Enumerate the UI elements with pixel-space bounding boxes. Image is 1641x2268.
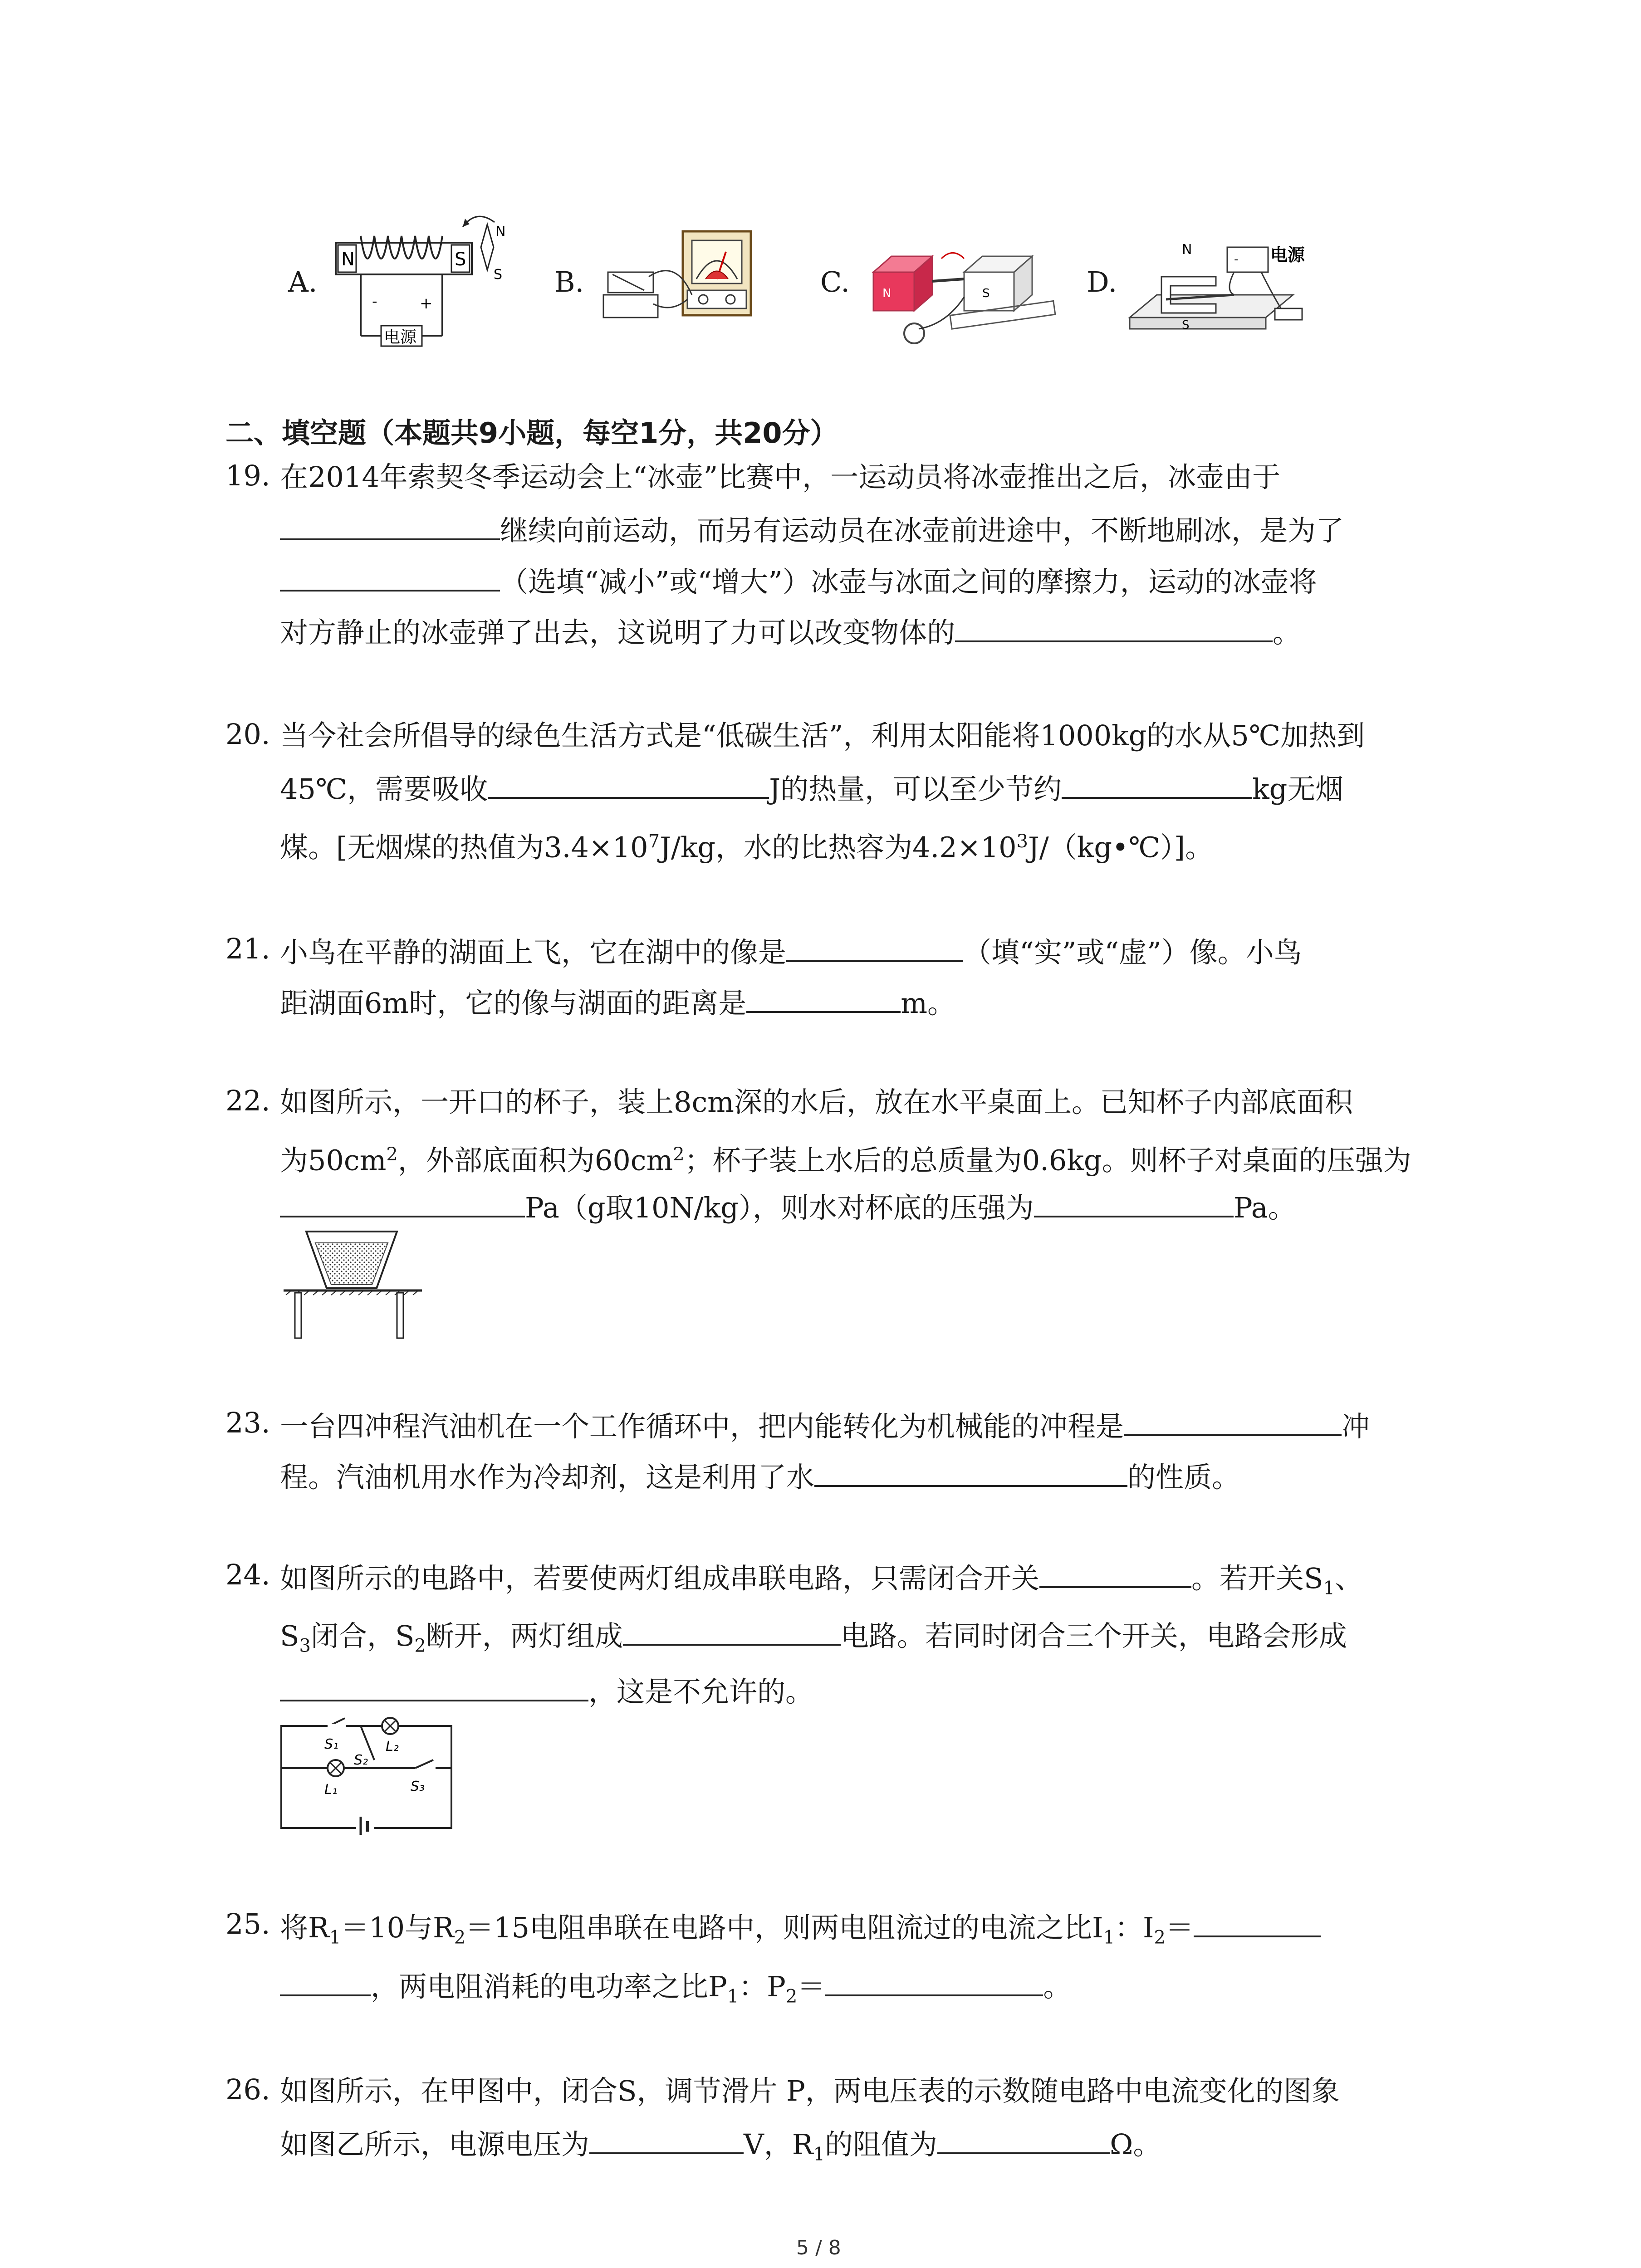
option-a-compass-s: S	[494, 267, 503, 283]
q23-blank1[interactable]	[1124, 1406, 1342, 1436]
option-a-s-pole: S	[455, 249, 466, 270]
q24-blank3[interactable]	[280, 1672, 588, 1701]
q21-blank1[interactable]	[786, 932, 963, 962]
q25-blank2[interactable]	[825, 1966, 1043, 1996]
q24-line1: 如图所示的电路中，若要使两灯组成串联电路，只需闭合开关 。若开关$S_1$、	[280, 1558, 1363, 1606]
q21-line1: 小鸟在平静的湖面上飞，它在湖中的像是 （填“实”或“虚”）像。小鸟	[280, 932, 1302, 971]
q21-number: 21.	[225, 932, 270, 965]
q20-blank2[interactable]	[1062, 769, 1252, 799]
q19-blank2[interactable]	[280, 562, 500, 591]
option-a-n-pole: N	[341, 249, 355, 270]
q24-blank1[interactable]	[1039, 1558, 1191, 1588]
q26-line2: 如图乙所示，电源电压为 V，$R_1$的阻值为 Ω。	[280, 2124, 1161, 2172]
q19-blank1[interactable]	[280, 510, 500, 540]
option-a-plus: +	[420, 294, 433, 313]
q20-line1: 当今社会所倡导的绿色生活方式是“低碳生活”，利用太阳能将1000kg的水从5℃加热到	[280, 719, 1365, 752]
option-a-compass-n: N	[495, 224, 506, 240]
q23-number: 23.	[225, 1406, 270, 1439]
q22-number: 22.	[225, 1084, 270, 1117]
q25-line2: ，两电阻消耗的电功率之比$P_1$：$P_2=$ 。	[280, 1966, 1071, 2014]
q22-line3: Pa（g取10N/kg），则水对杯底的压强为 Pa。	[280, 1188, 1296, 1226]
q26-line1: 如图所示，在甲图中，闭合S，调节滑片 P，两电压表的示数随电路中电流变化的图象	[280, 2074, 1340, 2107]
option-d-minus: -	[1234, 253, 1239, 266]
option-c-s-pole: S	[982, 287, 990, 300]
q19-line4: 对方静止的冰壶弹了出去，这说明了力可以改变物体的 。	[280, 612, 1301, 651]
q19-line1: 在2014年索契冬季运动会上“冰壶”比赛中，一运动员将冰壶推出之后，冰壶由于	[280, 460, 1281, 494]
circuit-s2-label: S₂	[354, 1752, 368, 1768]
q26-number: 26.	[225, 2073, 270, 2106]
q22-line2: 为$50cm^2$，外部底面积为$60cm^2$；杯子装上水后的总质量为0.6kg。则杯子对桌面的压强为	[280, 1144, 1411, 1177]
q19-line3: （选填“减小”或“增大”）冰壶与冰面之间的摩擦力，运动的冰壶将	[280, 562, 1317, 600]
q26-blank2[interactable]	[937, 2124, 1110, 2154]
option-c-n-pole: N	[882, 287, 892, 300]
q26-blank1[interactable]	[589, 2124, 744, 2154]
option-a-label: A.	[288, 265, 318, 298]
option-d-s-pole: S	[1182, 318, 1190, 332]
q21-blank2[interactable]	[746, 983, 901, 1013]
q22-cup-figure	[281, 1229, 436, 1343]
circuit-s3-label: S₃	[411, 1779, 425, 1794]
q20-blank1[interactable]	[488, 769, 769, 799]
circuit-l2-label: L₂	[386, 1739, 399, 1755]
q20-line2: 45℃，需要吸收 J的热量，可以至少节约 kg无烟	[280, 769, 1343, 807]
option-a-minus: -	[372, 293, 377, 310]
option-c-figure	[864, 236, 1073, 345]
q25-line1: 将$R_1=10$与$R_2=15$电阻串联在电路中，则两电阻流过的电流之比$I_1$：$I_2=$	[280, 1907, 1321, 1955]
q22-blank1[interactable]	[280, 1188, 525, 1217]
option-d-n-pole: N	[1182, 242, 1192, 258]
q24-number: 24.	[225, 1558, 270, 1591]
page-number: 5 / 8	[796, 2236, 841, 2259]
option-d-label: D.	[1087, 265, 1117, 298]
section-heading: 二、填空题（本题共9小题，每空1分，共20分）	[225, 416, 838, 450]
circuit-s1-label: S₁	[324, 1736, 339, 1752]
q24-line3: ，这是不允许的。	[280, 1672, 813, 1710]
option-d-power-label: 电源	[1270, 245, 1305, 265]
q23-blank2[interactable]	[814, 1457, 1127, 1487]
option-c-label: C.	[820, 265, 850, 298]
q22-line1: 如图所示，一开口的杯子，装上8cm深的水后，放在水平桌面上。已知杯子内部底面积	[280, 1085, 1353, 1119]
q19-line2: 继续向前运动，而另有运动员在冰壶前进途中，不断地刷冰，是为了	[280, 510, 1344, 549]
q23-line2: 程。汽油机用水作为冷却剂，这是利用了水 的性质。	[280, 1457, 1240, 1496]
q25-blank1b[interactable]	[280, 1966, 371, 1996]
q21-line2: 距湖面6m时，它的像与湖面的距离是 m。	[280, 983, 955, 1022]
q25-number: 25.	[225, 1907, 270, 1941]
option-b-label: B.	[554, 265, 584, 298]
q20-number: 20.	[225, 718, 270, 751]
circuit-l1-label: L₁	[324, 1782, 338, 1798]
option-a-figure	[327, 200, 517, 354]
q25-blank1a[interactable]	[1194, 1907, 1321, 1937]
q24-circuit-figure	[277, 1715, 458, 1837]
q19-blank3[interactable]	[955, 612, 1273, 642]
q23-line1: 一台四冲程汽油机在一个工作循环中，把内能转化为机械能的冲程是 冲	[280, 1406, 1370, 1445]
q19-number: 19.	[225, 459, 270, 492]
q24-blank2[interactable]	[623, 1616, 841, 1646]
q22-blank2[interactable]	[1034, 1188, 1234, 1217]
option-b-figure	[599, 222, 771, 336]
option-d-figure	[1125, 227, 1320, 345]
option-a-power-label: 电源	[384, 328, 417, 347]
q24-line2: $S_3$闭合，$S_2$断开，两灯组成 电路。若同时闭合三个开关，电路会形成	[280, 1616, 1347, 1664]
q20-line3: 煤。[无烟煤的热值为$3.4\times 10^7J/kg$，水的比热容为$4.2\times 10^3J/(kg•℃)$]。	[280, 831, 1214, 864]
